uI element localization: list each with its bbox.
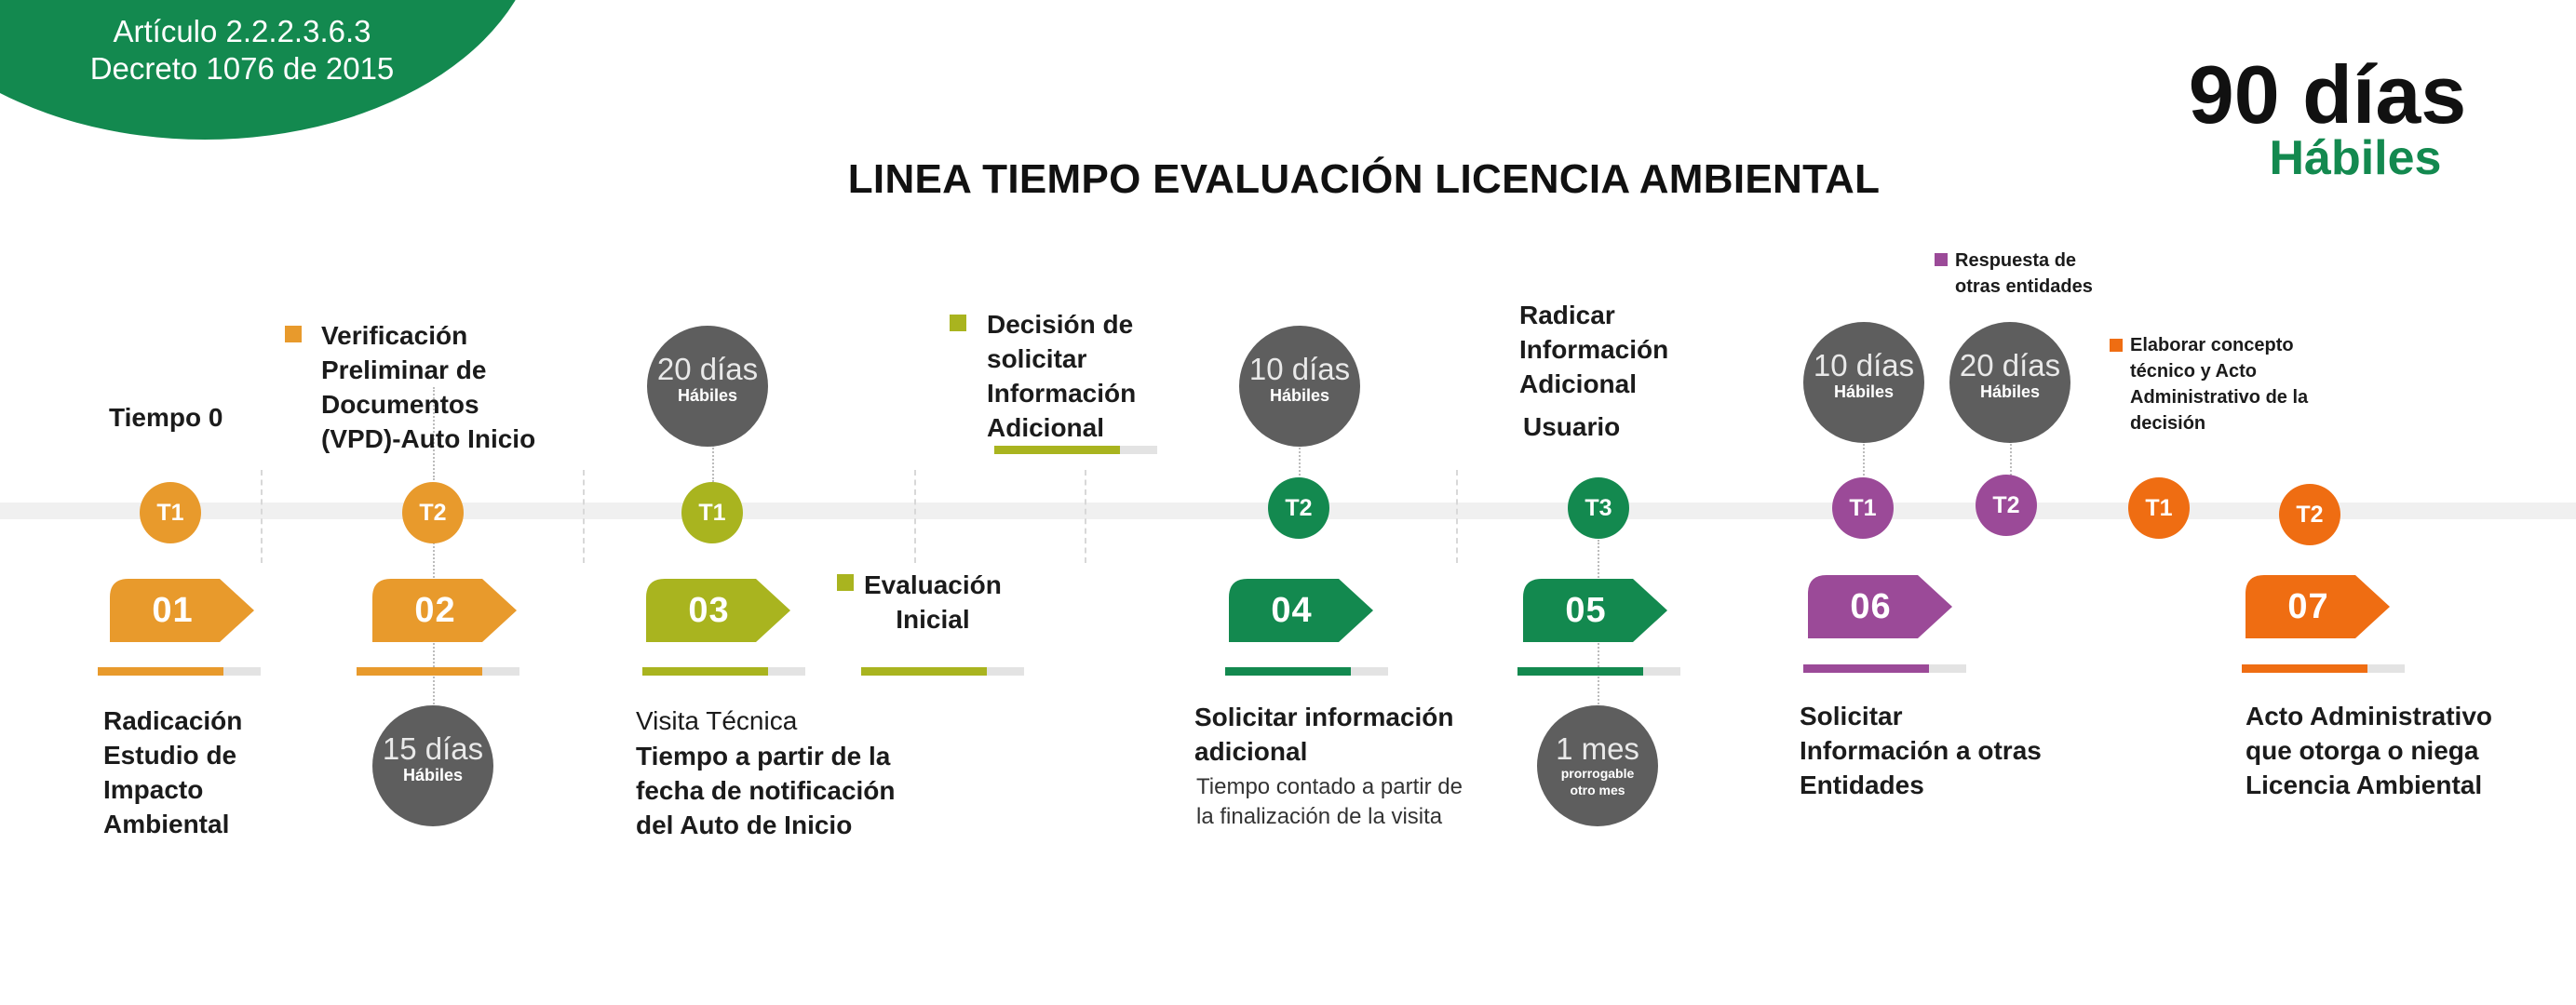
step-badge-02 xyxy=(372,579,517,642)
duration-unit: Hábiles xyxy=(677,386,738,405)
label-line: Documentos xyxy=(321,390,479,419)
legend-square xyxy=(285,326,302,342)
label-line: (VPD)-Auto Inicio xyxy=(321,424,536,453)
label-line: que otorga o niega xyxy=(2246,736,2479,765)
step-bar xyxy=(357,667,519,676)
duration-circle xyxy=(1239,326,1360,447)
step-badge-03 xyxy=(646,579,790,642)
timeline-node-t3: T3 xyxy=(1568,477,1629,539)
timeline-separator xyxy=(1456,470,1458,563)
label-line: Licencia Ambiental xyxy=(2246,770,2483,799)
label-line: Respuesta de xyxy=(1955,250,2077,271)
timeline-node-t1: T1 xyxy=(681,482,743,543)
duration-unit-line: prorrogable xyxy=(1560,766,1635,781)
step-bar-fill xyxy=(642,667,768,676)
connector-line xyxy=(1863,441,1865,482)
label-line: Impacto xyxy=(103,775,204,804)
duration-circle xyxy=(372,705,493,826)
step-03-intro: Visita Técnica xyxy=(636,706,798,735)
step-badge-06 xyxy=(1808,575,1952,638)
duration-circle xyxy=(647,326,768,447)
legal-reference xyxy=(56,13,428,87)
duration-value: 20 días xyxy=(656,352,759,386)
legend-square xyxy=(2110,339,2123,352)
label-line: Evaluación xyxy=(864,570,1002,599)
step-01-description xyxy=(103,704,242,841)
timeline-separator xyxy=(914,470,916,563)
label-line: Solicitar información xyxy=(1194,703,1454,731)
label-line: Inicial xyxy=(896,605,970,634)
step-bar xyxy=(1517,667,1680,676)
label-line: Información xyxy=(1519,335,1669,364)
step-number: 04 xyxy=(1271,591,1313,630)
label-line: solicitar xyxy=(987,344,1087,373)
label-radicar xyxy=(1519,298,1668,401)
timeline-separator xyxy=(1085,470,1086,563)
step-number: 05 xyxy=(1565,591,1607,630)
label-line: Radicar xyxy=(1519,301,1615,329)
label-line: Elaborar concepto xyxy=(2130,335,2294,355)
label-respuesta xyxy=(1955,248,2093,300)
step-number: 01 xyxy=(152,591,194,630)
duration-unit: Hábiles xyxy=(402,766,464,784)
step-03-description xyxy=(636,739,896,842)
timeline-node-t2: T2 xyxy=(1268,477,1329,539)
step-bar xyxy=(1803,664,1966,673)
duration-unit: Hábiles xyxy=(1833,382,1895,401)
label-line: del Auto de Inicio xyxy=(636,811,853,839)
step-bar-fill xyxy=(1517,667,1643,676)
step-04-note xyxy=(1196,772,1463,832)
label-line: Tiempo a partir de la xyxy=(636,742,891,770)
step-badge-07 xyxy=(2246,575,2390,638)
duration-unit-line: otro mes xyxy=(1570,783,1625,797)
total-days: 90 días xyxy=(2188,48,2467,141)
total-days-unit: Hábiles xyxy=(2269,131,2442,185)
timeline-node-t1: T1 xyxy=(140,482,201,543)
label-line: Preliminar de xyxy=(321,355,487,384)
step-number: 03 xyxy=(688,591,730,630)
label-line: Información a otras xyxy=(1800,736,2042,765)
timeline-node-t2: T2 xyxy=(2279,484,2340,545)
page-title: LINEA TIEMPO EVALUACIÓN LICENCIA AMBIENTAL xyxy=(847,156,1881,202)
duration-unit xyxy=(1537,765,1658,798)
step-bar xyxy=(642,667,805,676)
duration-value: 10 días xyxy=(1248,352,1351,386)
label-line: Acto Administrativo xyxy=(2246,702,2492,730)
legend-square xyxy=(1935,253,1948,266)
timeline-node-t1: T1 xyxy=(2128,477,2190,539)
label-line: adicional xyxy=(1194,737,1308,766)
step-number: 07 xyxy=(2287,587,2329,626)
duration-unit: Hábiles xyxy=(1979,382,2041,401)
label-line: Información xyxy=(987,379,1137,408)
timeline-node-t2: T2 xyxy=(402,482,464,543)
label-line: Radicación xyxy=(103,706,243,735)
step-number: 02 xyxy=(414,591,456,630)
duration-value: 20 días xyxy=(1959,348,2061,382)
timeline-separator xyxy=(261,470,263,563)
legend-square xyxy=(837,574,854,591)
step-bar xyxy=(1225,667,1388,676)
label-line: otras entidades xyxy=(1955,276,2093,297)
step-07-description xyxy=(2246,699,2492,802)
label-line: Ambiental xyxy=(103,810,230,838)
legal-article: Artículo 2.2.2.3.6.3 xyxy=(113,14,371,48)
label-line: Verificación xyxy=(321,321,468,350)
step-bar-fill xyxy=(2242,664,2367,673)
duration-unit: Hábiles xyxy=(1269,386,1330,405)
step-bar xyxy=(98,667,261,676)
duration-circle xyxy=(1949,322,2070,443)
label-evaluacion xyxy=(864,568,1002,636)
label-line: técnico y Acto xyxy=(2130,361,2257,382)
duration-circle xyxy=(1537,705,1658,826)
step-bar xyxy=(2242,664,2405,673)
step-bar-fill xyxy=(861,667,987,676)
duration-value: 10 días xyxy=(1813,348,1915,382)
step-04-description xyxy=(1194,700,1454,769)
timeline-separator xyxy=(583,470,585,563)
step-bar-fill xyxy=(1803,664,1929,673)
label-line: Estudio de xyxy=(103,741,237,770)
label-line: Administrativo de la xyxy=(2130,387,2309,408)
label-line: Adicional xyxy=(987,413,1105,442)
timeline-node-t2: T2 xyxy=(1976,475,2037,536)
step-bar xyxy=(861,667,1024,676)
step-badge-05 xyxy=(1523,579,1667,642)
label-line: decisión xyxy=(2130,413,2206,434)
step-badge-04 xyxy=(1229,579,1373,642)
connector-line xyxy=(2010,441,2012,478)
label-line: Entidades xyxy=(1800,770,1924,799)
label-line: Decisión de xyxy=(987,310,1134,339)
label-line: fecha de notificación xyxy=(636,776,896,805)
legend-square xyxy=(950,315,966,331)
label-usuario: Usuario xyxy=(1523,412,1621,441)
step-bar-fill xyxy=(994,446,1120,454)
step-bar-fill xyxy=(1225,667,1351,676)
duration-value: 1 mes xyxy=(1556,731,1639,766)
step-bar xyxy=(994,446,1157,454)
legal-decree: Decreto 1076 de 2015 xyxy=(89,51,395,86)
connector-line xyxy=(712,445,714,482)
duration-value: 15 días xyxy=(382,731,484,766)
label-line: la finalización de la visita xyxy=(1196,804,1443,829)
step-number: 06 xyxy=(1850,587,1892,626)
connector-line xyxy=(1299,445,1301,482)
step-06-description xyxy=(1800,699,2042,802)
label-line: Tiempo contado a partir de xyxy=(1196,774,1463,799)
step-bar-fill xyxy=(98,667,223,676)
duration-circle xyxy=(1803,322,1924,443)
label-line: Adicional xyxy=(1519,369,1638,398)
step-bar-fill xyxy=(357,667,482,676)
label-decision xyxy=(987,307,1136,445)
label-line: Solicitar xyxy=(1800,702,1903,730)
label-vpd xyxy=(321,318,535,456)
timeline-node-t1: T1 xyxy=(1832,477,1894,539)
step-badge-01 xyxy=(110,579,254,642)
label-elaborar xyxy=(2130,332,2308,436)
label-tiempo-0: Tiempo 0 xyxy=(109,403,223,432)
